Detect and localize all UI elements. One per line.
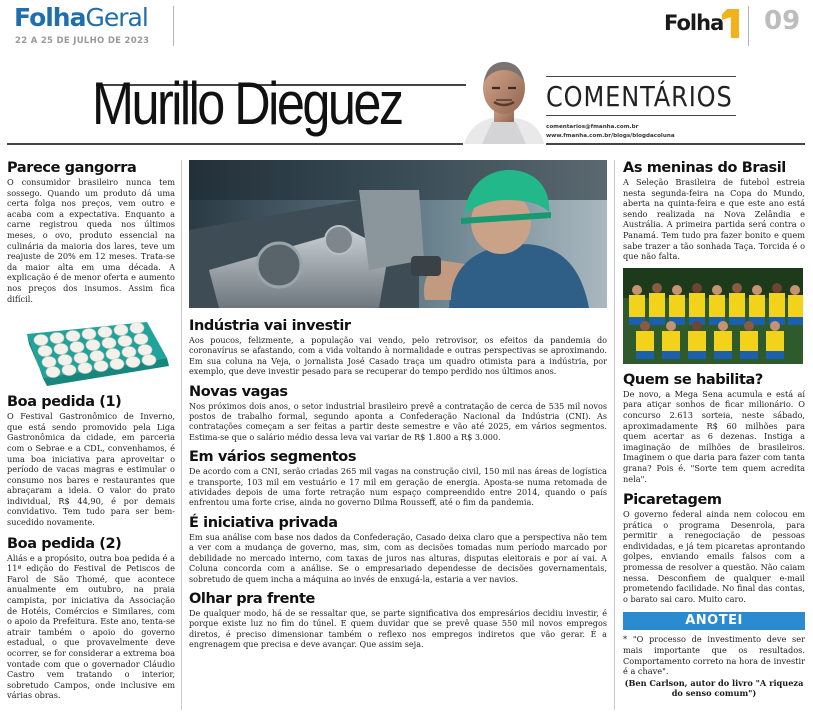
article-body: A Seleção Brasileira de futebol estreia nesta segunda-feira na Copa do Mundo, aberta na quinta-feira e que este ano está sendo realizada na Nova Zelândia e Austrália. A primeira partida será contra o Panamá. Tem tudo pra fazer bonito e quem sabe trazer a tão sonhada Taça. Torcida é o que não falta. <box>623 177 805 262</box>
article-body: Em sua análise com base nos dados da Confederação, Casado deixa claro que a perspectiva não tem a ver com a mudança de governo, mas, sim, com as decisões tomadas num período marcado por debilidade no mercado interno, com taxas de juros nas alturas, disputas eleitorais e por aí vai. A Coluna concorda com a análise. Se o empresariado dependesse de decisões governamentais, sobretudo de quem incha a máquina ao invés de enxugá-la, estaria a ver navios. <box>189 531 607 584</box>
article-body: O consumidor brasileiro nunca tem sossego. Quando um produto dá uma certa folga nos preços, vem outro e acaba com a expectativa. Enquanto a carne registrou queda nos últimos meses, o ovo, produto essencial na culinária da maioria dos lares, teve um reajuste de 20% em 12 meses. Trata-se da maior alta em uma década. A explicação é de menor oferta e aumento nos preços dos insumos. Assim fica difícil. <box>7 177 175 304</box>
article-title: Boa pedida (1) <box>7 394 122 411</box>
page-number: 09 <box>764 6 801 36</box>
article-title: Olhar pra frente <box>189 590 315 607</box>
masthead <box>0 0 813 52</box>
logo-mark-icon <box>722 9 739 38</box>
brand-bold: Folha <box>14 3 86 32</box>
left-column <box>7 160 175 701</box>
middle-column <box>189 160 607 650</box>
brand-light: Geral <box>85 3 148 32</box>
article-picaretagem <box>623 492 805 604</box>
edition-date: 22 A 25 DE JULHO DE 2023 <box>15 36 150 46</box>
article-title: Picaretagem <box>623 492 722 509</box>
anotei-quote: * "O processo de investimento deve ser mais importante que os resultados. Comportamento correto na hora de investir é a chave". <box>623 634 805 677</box>
divider <box>173 6 174 46</box>
contact-email[interactable]: comentarios@fmanha.com.br <box>546 124 639 130</box>
article-boa-pedida-2 <box>7 536 175 701</box>
article-body: De qualquer modo, há de se ressaltar que, se parte significativa dos empresários decidiu investir, é porque existe luz no fim do túnel. E quem duvidar que se prevê quase 550 mil novos empregos diretos, é preciso dimensionar também o reflexo nos empregos indiretos que vão gerar. É a engrenagem que precisa e deve avançar. Que assim seja. <box>189 607 607 650</box>
banner-rule <box>7 143 463 145</box>
article-title: Indústria vai investir <box>189 318 351 334</box>
article-industria <box>189 318 607 377</box>
article-olhar-pra-frente <box>189 591 607 650</box>
article-meninas-do-brasil <box>623 160 805 262</box>
contact-blog[interactable]: www.fmanha.com.br/blogs/blogdacoluna <box>546 133 675 139</box>
article-title: Em vários segmentos <box>189 449 357 466</box>
columnist-name: Murillo Dieguez <box>92 70 402 137</box>
article-title: Quem se habilita? <box>623 371 763 388</box>
banner-rule <box>546 76 736 77</box>
article-boa-pedida-1 <box>7 394 175 528</box>
article-novas-vagas <box>189 384 607 443</box>
article-body: Aliás e a propósito, outra boa pedida é a 11ª edição do Festival de Petiscos de Farol de São Thomé, que acontece anualmente em outubro, na praia campista, por iniciativa da Associação de Hotéis, Comércios e Similares, com o apoio da Prefeitura. Este ano, tenta-se atrair também o apoio do governo estadual, o que provavelmente deve ocorrer, se for considerar a extrema boa vontade com que o governador Cláudio Castro vem tratando o interior, sobretudo Campos, onde inclusive em várias obras. <box>7 552 175 701</box>
article-iniciativa-privada <box>189 515 607 584</box>
article-title: As meninas do Brasil <box>623 160 786 176</box>
anotei-quote-author: (Ben Carlson, autor do livro "A riqueza do senso comum") <box>624 677 804 699</box>
egg-tray-photo-icon <box>7 312 175 388</box>
article-body: De novo, a Mega Sena acumula e está aí para atiçar sonhos de ficar milionário. O concurso 2.613 sorteia, neste sábado, aproximadamente R$ 60 milhões para quem acertar as 6 dezenas. Instiga a imaginação de milhões de brasileiros. Imaginem o que daria para fazer com tanta grana? Pois é. "Sorte tem quem acredita nela". <box>623 388 805 484</box>
article-body: De acordo com a CNI, serão criadas 265 mil vagas na construção civil, 150 mil nas áreas de logística e transporte, 103 mil em vestuário e 17 mil em geração de energia. Aposta-se numa retomada de atividades depois de uma forte retração num espaço compreendido entre 2014, quando o país enfrentou uma forte crise, ainda no governo Dilma Rousseff, até o fim da pandemia. <box>189 466 607 508</box>
article-body: O governo federal ainda nem colocou em prática o programa Desenrola, para permitir a renegociação de pessoas endividadas, e já tem picaretas aprontando golpes, enviando emails falsos com a promessa de resolver a questão. Não caiam nessa. Desconfiem de qualquer e-mail prometendo facilidade. No final das contas, o barato sai caro. Muito caro. <box>623 509 805 604</box>
section-brand[interactable] <box>14 5 148 31</box>
banner-rule <box>546 143 805 145</box>
brazil-team-photo-icon <box>623 268 803 364</box>
right-column <box>623 160 805 699</box>
banner-rule <box>546 115 736 116</box>
divider <box>748 6 749 46</box>
column-divider <box>614 160 615 710</box>
article-title: Novas vagas <box>189 383 288 400</box>
anotei-banner: ANOTEI <box>623 612 805 630</box>
factory-worker-photo-icon <box>189 160 607 308</box>
contact-info <box>546 123 675 141</box>
newspaper-logo[interactable]: Folha <box>664 11 724 35</box>
columnist-portrait-icon <box>464 56 544 144</box>
article-title: Boa pedida (2) <box>7 535 122 552</box>
article-parece-gangorra <box>7 160 175 304</box>
section-title: COMENTÁRIOS <box>546 80 733 113</box>
article-quem-se-habilita <box>623 372 805 484</box>
article-body: Nos próximos dois anos, o setor industrial brasileiro prevê a contratação de cerca de 535 mil novos postos de trabalho formal, segundo aponta a Confederação Nacional da Indústria (CNI). As contratações começam a ser feitas a partir deste semestre e vão até 2025, em vários segmentos. Estima-se que o salário médio dessa leva vai variar de R$ 1.800 a R$ 3.000. <box>189 400 607 442</box>
article-segmentos <box>189 449 607 508</box>
article-body: Aos poucos, felizmente, a população vai vendo, pelo retrovisor, os efeitos da pandemia do coronavírus se afastando, com a vida voltando à normalidade e outras perspectivas se aproximando. Em sua coluna na Veja, o jornalista José Casado traça um quadro otimista para a indústria, por exemplo, que deve investir pesado para se recuperar do tempo perdido nos últimos anos. <box>189 335 607 377</box>
article-title: Parece gangorra <box>7 160 137 176</box>
column-divider <box>181 160 182 710</box>
article-title: É iniciativa privada <box>189 514 338 531</box>
article-body: O Festival Gastronômico de Inverno, que está sendo promovido pela Liga Gastronômica da cidade, em parceria com o Sebrae e a CDL, convenhamos, é uma boa iniciativa para aproveitar o período de vacas magras e estimular o consumo nos bares e restaurantes que abraçaram a ideia. O valor do prato individual, R$ 44,90, é por demais convidativo. Tem tudo para ser bem-sucedido novamente. <box>7 411 175 528</box>
